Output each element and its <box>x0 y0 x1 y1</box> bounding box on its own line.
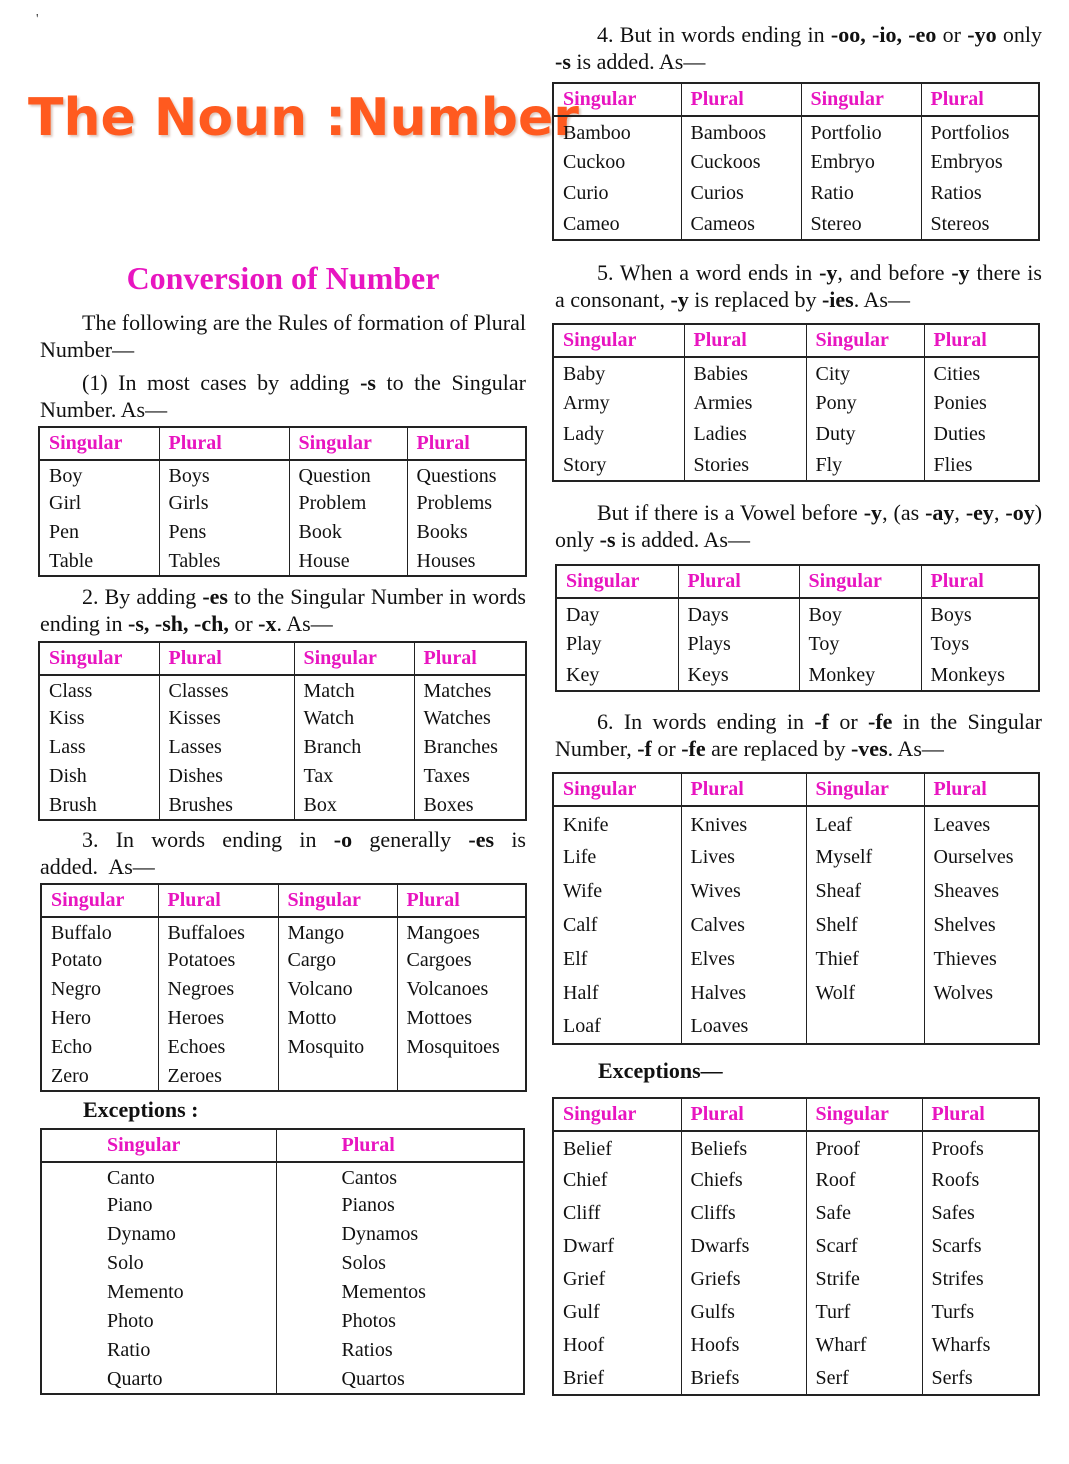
table-row <box>553 450 1039 481</box>
col-header-plural: Plural <box>681 1098 806 1131</box>
singular-cell: Grief <box>563 1268 606 1290</box>
col-header-singular: Singular <box>806 324 924 357</box>
singular-cell: Memento <box>107 1281 184 1303</box>
plural-cell: Proofs <box>922 1131 1039 1164</box>
rule-4-text: 4. But in words ending in -oo, -io, -eo or -yo only -s is added. As— <box>555 22 1042 74</box>
plural-cell: Beliefs <box>681 1131 806 1164</box>
plural-cell: Elves <box>681 942 806 976</box>
col-header-plural: Plural <box>397 884 526 917</box>
plural-cell: Thieves <box>924 942 1039 976</box>
table-row <box>41 975 526 1004</box>
plural-cell: Stories <box>684 450 806 481</box>
singular-cell: Sheaf <box>806 874 924 908</box>
table-row <box>41 1162 524 1191</box>
singular-cell: Portfolio <box>801 116 921 147</box>
col-header-plural: Plural <box>921 83 1039 116</box>
table-row <box>39 791 526 820</box>
plural-cell: Boxes <box>414 791 526 820</box>
singular-cell: Calf <box>563 913 598 936</box>
plural-cell: Lives <box>681 840 806 874</box>
col-header-plural: Plural <box>414 642 526 675</box>
plural-cell <box>924 1010 1039 1044</box>
singular-cell: Boy <box>799 598 921 629</box>
plural-cell: Boys <box>921 598 1039 629</box>
singular-cell: Scarf <box>806 1230 922 1263</box>
plural-cell: Volcanoes <box>397 975 526 1004</box>
singular-cell: Cuckoo <box>563 151 626 173</box>
rule-2-table <box>38 641 527 821</box>
singular-cell: Echo <box>51 1036 93 1058</box>
plural-cell <box>397 1062 526 1091</box>
col-header-plural: Plural <box>159 642 294 675</box>
plural-cell: Gulfs <box>681 1296 806 1329</box>
plural-cell: Sheaves <box>924 874 1039 908</box>
page-title: The Noun :Number <box>28 88 579 148</box>
plural-cell: Ladies <box>684 419 806 450</box>
plural-cell: Ratios <box>276 1336 524 1365</box>
rule-1-table <box>38 426 527 577</box>
table-row <box>553 1296 1039 1329</box>
singular-cell: Myself <box>806 840 924 874</box>
singular-cell: Elf <box>563 947 588 970</box>
plural-cell: Cantos <box>276 1162 524 1191</box>
table-row <box>39 547 526 576</box>
singular-cell: Proof <box>806 1131 922 1164</box>
plural-cell: Houses <box>407 547 526 576</box>
table-row <box>39 704 526 733</box>
table-row <box>41 1278 524 1307</box>
col-header-singular: Singular <box>556 565 678 598</box>
plural-cell: Quartos <box>276 1365 524 1394</box>
singular-cell: Table <box>49 549 94 572</box>
singular-cell: Story <box>563 453 607 476</box>
plural-cell: Keys <box>678 660 799 691</box>
plural-cell: Scarfs <box>922 1230 1039 1263</box>
singular-cell: Buffalo <box>51 922 112 944</box>
table-row <box>553 1164 1039 1197</box>
plural-cell: Cargoes <box>397 946 526 975</box>
singular-cell: Kiss <box>49 707 85 729</box>
singular-cell: Wife <box>563 879 603 902</box>
plural-cell: Pianos <box>276 1191 524 1220</box>
plural-cell: Shelves <box>924 908 1039 942</box>
rule-6-text: 6. In words ending in -f or -fe in the Singular Number, -f or -fe are replaced by -ves. As— <box>555 709 1043 761</box>
singular-cell: Mosquito <box>278 1033 397 1062</box>
table-row <box>39 733 526 762</box>
singular-cell: Army <box>563 392 610 414</box>
singular-cell: Leaf <box>806 806 924 840</box>
singular-cell: Turf <box>806 1296 922 1329</box>
col-header-singular: Singular <box>553 83 681 116</box>
singular-cell: Class <box>49 680 93 702</box>
table-row <box>553 147 1039 178</box>
table-row <box>553 1263 1039 1296</box>
singular-cell: Life <box>563 845 597 868</box>
singular-cell: Negro <box>51 978 101 1000</box>
singular-cell <box>278 1062 397 1091</box>
singular-cell: Photo <box>107 1310 154 1332</box>
singular-cell: Hoof <box>563 1334 605 1356</box>
singular-cell: Branch <box>294 733 414 762</box>
plural-cell: Babies <box>684 357 806 388</box>
singular-cell: Tax <box>294 762 414 791</box>
singular-cell: Curio <box>563 182 609 204</box>
singular-cell: Safe <box>806 1197 922 1230</box>
table-row <box>553 942 1039 976</box>
table-row <box>41 1220 524 1249</box>
singular-cell: Solo <box>107 1252 144 1274</box>
table-row <box>39 518 526 547</box>
table-row <box>556 598 1039 629</box>
singular-cell: Hero <box>51 1007 91 1029</box>
singular-cell: City <box>806 357 924 388</box>
plural-cell: Bamboos <box>681 116 801 147</box>
plural-cell: Toys <box>921 629 1039 660</box>
col-header-plural: Plural <box>681 83 801 116</box>
singular-cell: Play <box>566 633 602 655</box>
col-header-singular: Singular <box>806 773 924 806</box>
plural-cell: Plays <box>678 629 799 660</box>
section-heading: Conversion of Number <box>126 260 440 296</box>
col-header-plural: Plural <box>922 1098 1039 1131</box>
col-header-singular: Singular <box>41 884 158 917</box>
singular-cell: Thief <box>806 942 924 976</box>
singular-cell: Dish <box>49 765 87 787</box>
table-row <box>553 1362 1039 1395</box>
plural-cell: Buffaloes <box>158 917 278 946</box>
singular-cell: Mango <box>278 917 397 946</box>
plural-cell: Cuckoos <box>681 147 801 178</box>
plural-cell: Ourselves <box>924 840 1039 874</box>
singular-cell: Roof <box>806 1164 922 1197</box>
singular-cell: Brief <box>563 1366 605 1389</box>
col-header-plural: Plural <box>158 884 278 917</box>
col-header-plural: Plural <box>407 427 526 460</box>
page-corner-mark: ' <box>36 12 39 27</box>
table-row <box>553 116 1039 147</box>
singular-cell: Half <box>563 981 599 1004</box>
table-row <box>41 1336 524 1365</box>
col-header-singular: Singular <box>553 1098 681 1131</box>
plural-cell: Griefs <box>681 1263 806 1296</box>
singular-cell: Dwarf <box>563 1235 615 1257</box>
rule-5-text: 5. When a word ends in -y, and before -y there is a consonant, -y is replaced by -ies. As— <box>555 260 1042 312</box>
singular-cell: Baby <box>563 363 606 385</box>
singular-cell: Pen <box>49 521 79 543</box>
plural-cell: Mosquitoes <box>397 1033 526 1062</box>
col-header-singular: Singular <box>39 427 159 460</box>
table-row <box>41 1004 526 1033</box>
singular-cell: Lady <box>563 423 605 445</box>
plural-cell: Curios <box>681 178 801 209</box>
plural-cell: Potatoes <box>158 946 278 975</box>
table-row <box>553 806 1039 840</box>
rule-3-text: 3. In words ending in -o generally -es is added. As— <box>40 827 526 879</box>
col-header-singular: Singular <box>799 565 921 598</box>
table-row <box>41 1365 524 1394</box>
col-header-singular: Singular <box>39 642 159 675</box>
singular-cell: Loaf <box>563 1015 601 1037</box>
plural-cell: Embryos <box>921 147 1039 178</box>
col-header-plural: Plural <box>159 427 289 460</box>
plural-cell: Branches <box>414 733 526 762</box>
singular-cell: Bamboo <box>563 122 631 144</box>
singular-cell: Quarto <box>107 1367 163 1390</box>
col-header-singular: Singular <box>278 884 397 917</box>
plural-cell: Boys <box>159 460 289 489</box>
singular-cell: Shelf <box>806 908 924 942</box>
plural-cell: Pens <box>159 518 289 547</box>
plural-cell: Portfolios <box>921 116 1039 147</box>
plural-cell: Mangoes <box>397 917 526 946</box>
col-header-singular: Singular <box>553 324 684 357</box>
col-header-singular: Singular <box>553 773 681 806</box>
plural-cell: Negroes <box>158 975 278 1004</box>
singular-cell: Brush <box>49 793 97 816</box>
plural-cell: Echoes <box>158 1033 278 1062</box>
rule-5b-table <box>555 564 1040 692</box>
table-row <box>41 1249 524 1278</box>
rule-5b-text: But if there is a Vowel before -y, (as -ay, -ey, -oy) only -s is added. As— <box>555 500 1043 552</box>
singular-cell: Gulf <box>563 1301 600 1323</box>
rule-2-text: 2. By adding -es to the Singular Number in words ending in -s, -sh, -ch, or -x. As— <box>40 584 526 636</box>
col-header-singular: Singular <box>801 83 921 116</box>
plural-cell: Loaves <box>681 1010 806 1044</box>
col-header-plural: Plural <box>678 565 799 598</box>
singular-cell: Girl <box>49 492 82 514</box>
singular-cell: Motto <box>278 1004 397 1033</box>
plural-cell: Calves <box>681 908 806 942</box>
exceptions-o-label: Exceptions : <box>83 1097 199 1122</box>
table-row <box>41 1062 526 1091</box>
plural-cell: Serfs <box>922 1362 1039 1395</box>
col-header-plural: Plural <box>924 773 1039 806</box>
singular-cell: Book <box>289 518 407 547</box>
table-row <box>556 660 1039 691</box>
table-row <box>553 388 1039 419</box>
col-header-plural: Plural <box>921 565 1039 598</box>
col-header-singular: Singular <box>294 642 414 675</box>
plural-cell: Halves <box>681 976 806 1010</box>
plural-cell: Cameos <box>681 209 801 240</box>
singular-cell: Cargo <box>278 946 397 975</box>
singular-cell: Question <box>289 460 407 489</box>
plural-cell: Girls <box>159 489 289 518</box>
plural-cell: Problems <box>407 489 526 518</box>
plural-cell: Strifes <box>922 1263 1039 1296</box>
singular-cell: Chief <box>563 1169 608 1191</box>
singular-cell: Embryo <box>801 147 921 178</box>
plural-cell: Wives <box>681 874 806 908</box>
rule-5-table <box>552 323 1040 482</box>
plural-cell: Heroes <box>158 1004 278 1033</box>
plural-cell: Days <box>678 598 799 629</box>
singular-cell: Stereo <box>801 209 921 240</box>
table-row <box>553 1329 1039 1362</box>
col-header-plural: Plural <box>276 1129 524 1162</box>
plural-cell: Cities <box>924 357 1039 388</box>
table-row <box>39 460 526 489</box>
plural-cell: Ponies <box>924 388 1039 419</box>
singular-cell: Canto <box>107 1167 155 1189</box>
exceptions-o-table <box>40 1128 525 1395</box>
table-row <box>41 1307 524 1336</box>
plural-cell: Mementos <box>276 1278 524 1307</box>
singular-cell: Problem <box>289 489 407 518</box>
plural-cell: Chiefs <box>681 1164 806 1197</box>
table-row <box>39 762 526 791</box>
singular-cell: Strife <box>806 1263 922 1296</box>
singular-cell: Key <box>566 663 600 686</box>
singular-cell: Potato <box>51 949 103 971</box>
table-row <box>553 1197 1039 1230</box>
singular-cell: Watch <box>294 704 414 733</box>
singular-cell: Zero <box>51 1064 89 1087</box>
plural-cell: Tables <box>159 547 289 576</box>
plural-cell: Flies <box>924 450 1039 481</box>
table-row <box>39 675 526 704</box>
plural-cell: Ratios <box>921 178 1039 209</box>
singular-cell: Fly <box>806 450 924 481</box>
plural-cell: Turfs <box>922 1296 1039 1329</box>
plural-cell: Knives <box>681 806 806 840</box>
singular-cell: Knife <box>563 813 609 836</box>
col-header-singular: Singular <box>41 1129 276 1162</box>
plural-cell: Dishes <box>159 762 294 791</box>
singular-cell: Dynamo <box>107 1223 176 1245</box>
rule-6-table <box>552 772 1040 1045</box>
plural-cell: Wolves <box>924 976 1039 1010</box>
plural-cell: Duties <box>924 419 1039 450</box>
plural-cell: Dynamos <box>276 1220 524 1249</box>
singular-cell: House <box>289 547 407 576</box>
table-row <box>556 629 1039 660</box>
plural-cell: Brushes <box>159 791 294 820</box>
col-header-plural: Plural <box>924 324 1039 357</box>
table-row <box>553 1010 1039 1044</box>
plural-cell: Books <box>407 518 526 547</box>
singular-cell <box>806 1010 924 1044</box>
table-row <box>553 419 1039 450</box>
singular-cell: Serf <box>806 1362 922 1395</box>
plural-cell: Kisses <box>159 704 294 733</box>
plural-cell: Armies <box>684 388 806 419</box>
plural-cell: Wharfs <box>922 1329 1039 1362</box>
plural-cell: Classes <box>159 675 294 704</box>
plural-cell: Solos <box>276 1249 524 1278</box>
plural-cell: Zeroes <box>158 1062 278 1091</box>
plural-cell: Monkeys <box>921 660 1039 691</box>
col-header-singular: Singular <box>806 1098 922 1131</box>
col-header-plural: Plural <box>684 324 806 357</box>
table-row <box>553 1131 1039 1164</box>
singular-cell: Piano <box>107 1194 153 1216</box>
table-row <box>41 946 526 975</box>
singular-cell: Belief <box>563 1138 612 1160</box>
plural-cell: Roofs <box>922 1164 1039 1197</box>
plural-cell: Safes <box>922 1197 1039 1230</box>
singular-cell: Ratio <box>107 1339 151 1361</box>
exceptions-f-label: Exceptions— <box>598 1058 723 1083</box>
table-row <box>553 908 1039 942</box>
singular-cell: Monkey <box>799 660 921 691</box>
table-row <box>553 357 1039 388</box>
col-header-plural: Plural <box>681 773 806 806</box>
table-row <box>553 976 1039 1010</box>
table-row <box>41 917 526 946</box>
plural-cell: Matches <box>414 675 526 704</box>
singular-cell: Day <box>566 604 600 626</box>
singular-cell: Wolf <box>806 976 924 1010</box>
singular-cell: Box <box>294 791 414 820</box>
col-header-singular: Singular <box>289 427 407 460</box>
table-row <box>553 178 1039 209</box>
plural-cell: Lasses <box>159 733 294 762</box>
table-row <box>39 489 526 518</box>
singular-cell: Pony <box>806 388 924 419</box>
plural-cell: Briefs <box>681 1362 806 1395</box>
table-row <box>41 1191 524 1220</box>
singular-cell: Lass <box>49 736 86 758</box>
table-row <box>553 840 1039 874</box>
rule-1-text: (1) In most cases by adding -s to the Singular Number. As— <box>40 370 526 422</box>
plural-cell: Photos <box>276 1307 524 1336</box>
plural-cell: Mottoes <box>397 1004 526 1033</box>
singular-cell: Volcano <box>278 975 397 1004</box>
table-row <box>553 874 1039 908</box>
table-row <box>553 209 1039 240</box>
singular-cell: Cameo <box>563 212 620 235</box>
plural-cell: Dwarfs <box>681 1230 806 1263</box>
singular-cell: Ratio <box>801 178 921 209</box>
singular-cell: Wharf <box>806 1329 922 1362</box>
rule-3-table <box>40 883 527 1092</box>
singular-cell: Duty <box>806 419 924 450</box>
rule-4-table <box>552 82 1040 241</box>
plural-cell: Taxes <box>414 762 526 791</box>
table-row <box>553 1230 1039 1263</box>
singular-cell: Boy <box>49 465 83 487</box>
plural-cell: Leaves <box>924 806 1039 840</box>
plural-cell: Stereos <box>921 209 1039 240</box>
intro-paragraph: The following are the Rules of formation of Plural Number— <box>40 310 526 362</box>
plural-cell: Questions <box>407 460 526 489</box>
singular-cell: Match <box>294 675 414 704</box>
exceptions-f-table <box>552 1097 1040 1396</box>
plural-cell: Hoofs <box>681 1329 806 1362</box>
singular-cell: Toy <box>799 629 921 660</box>
plural-cell: Cliffs <box>681 1197 806 1230</box>
table-row <box>41 1033 526 1062</box>
singular-cell: Cliff <box>563 1202 601 1224</box>
plural-cell: Watches <box>414 704 526 733</box>
